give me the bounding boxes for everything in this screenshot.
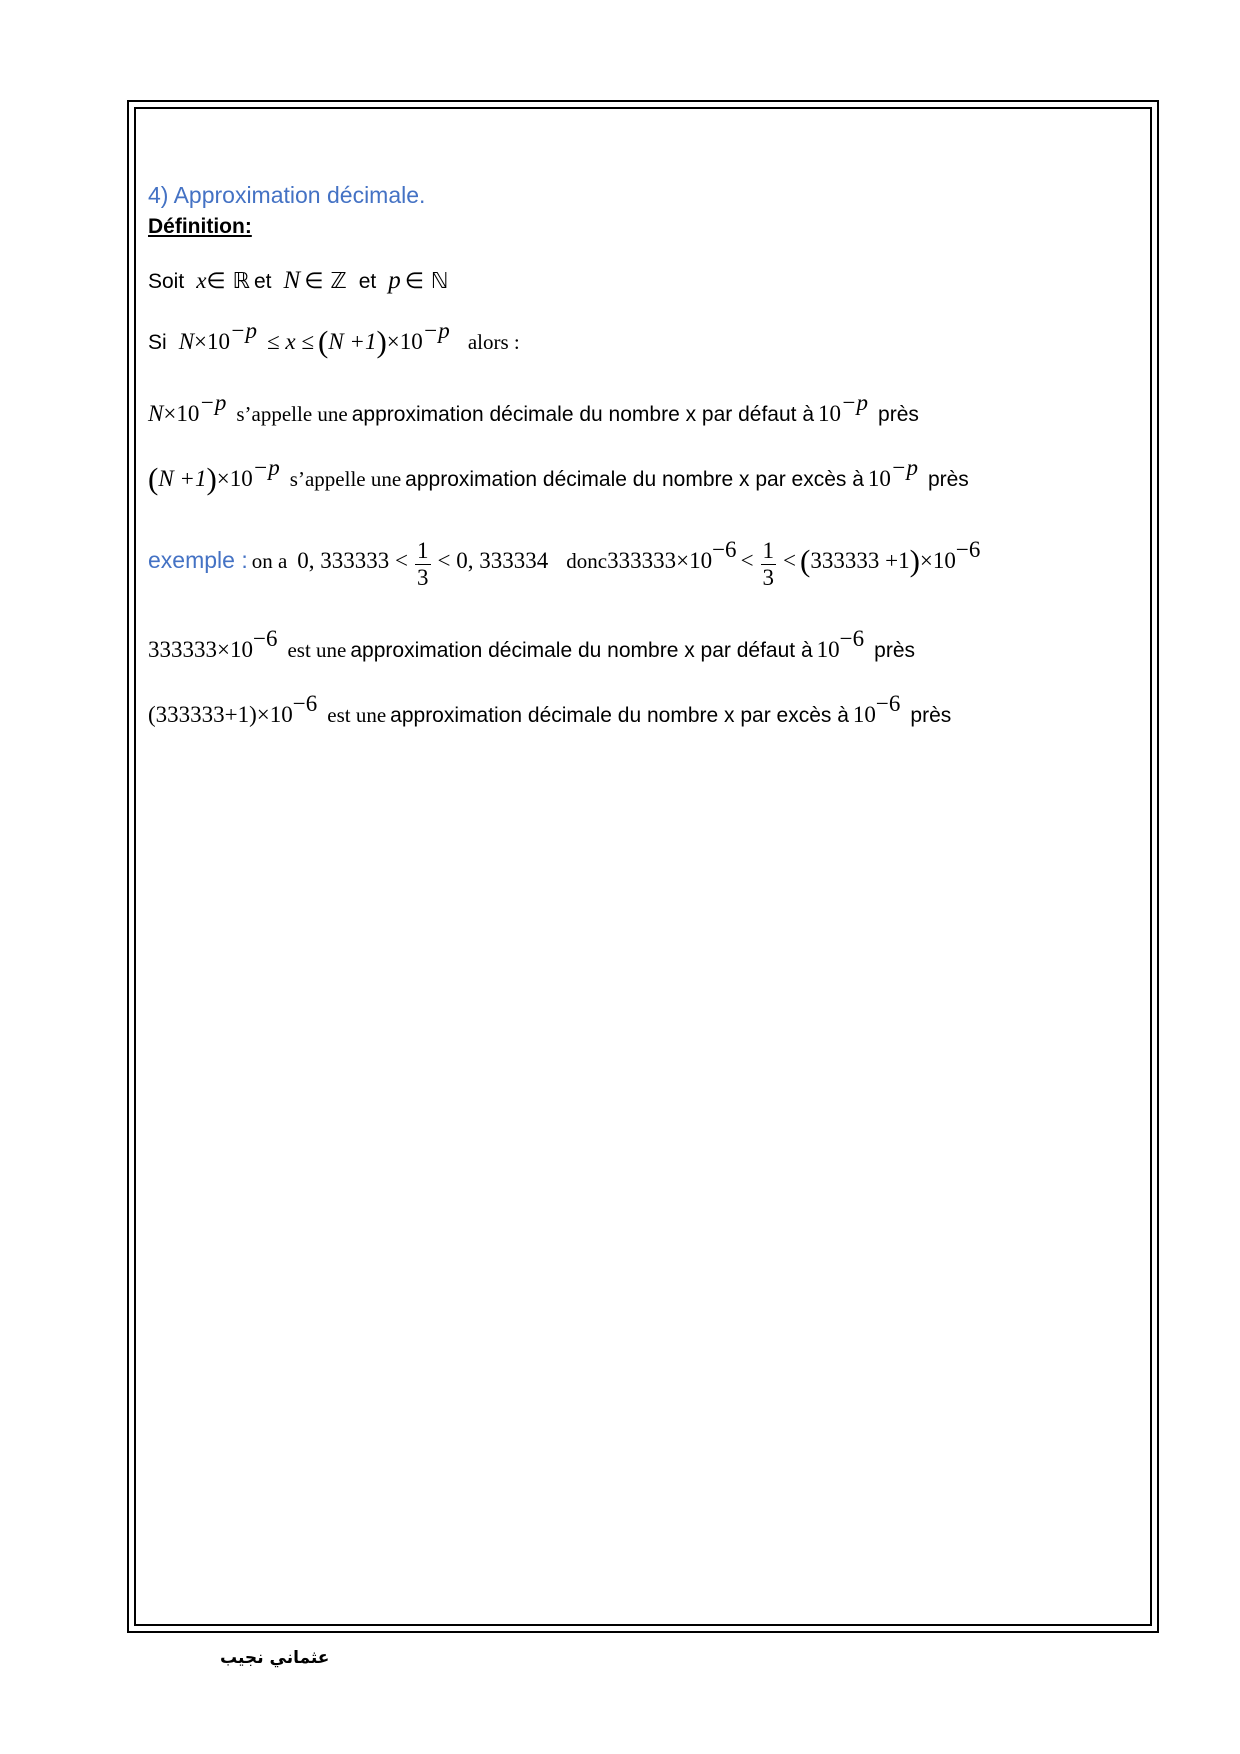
math-times-ten: ×10 bbox=[163, 401, 200, 426]
math-right-bound: < 0, 333334 bbox=[437, 548, 549, 574]
math-lower-approx: 333333×10 bbox=[607, 548, 713, 574]
fraction-denominator: 3 bbox=[762, 565, 775, 590]
paren-open: ( bbox=[148, 461, 159, 496]
exponent: −6 bbox=[875, 691, 901, 716]
est-une-text: est une bbox=[287, 638, 347, 662]
et-word: et bbox=[254, 270, 272, 293]
paren-close: ) bbox=[206, 461, 217, 496]
math-n-plus-one: N +1 bbox=[328, 329, 377, 354]
fraction-one-third-2 bbox=[761, 538, 777, 591]
line-soit bbox=[148, 267, 449, 295]
exponent: −6 bbox=[292, 691, 318, 716]
exponent: −p bbox=[890, 455, 918, 480]
exponent: −p bbox=[841, 390, 869, 415]
math-times-ten: ×10 bbox=[919, 548, 956, 574]
author-name: عثماني نجيب bbox=[220, 1648, 330, 1668]
example-line bbox=[148, 538, 980, 591]
in-naturals: ∈ ℕ bbox=[404, 269, 449, 294]
et-word-2: et bbox=[358, 270, 377, 293]
est-une-text: est une bbox=[327, 703, 387, 727]
exponent: −p bbox=[252, 455, 280, 480]
math-lt: < bbox=[740, 548, 754, 574]
paren-open: ( bbox=[800, 543, 811, 579]
example-excess-text: approximation décimale du nombre x par excès à bbox=[390, 704, 849, 727]
math-ten: 10 bbox=[818, 401, 842, 426]
exponent: −p bbox=[230, 318, 258, 343]
math-value: (333333+1)×10 bbox=[148, 702, 293, 727]
exponent: −6 bbox=[252, 626, 278, 651]
pres-word: près bbox=[878, 403, 919, 426]
math-p: p bbox=[388, 267, 401, 294]
paren-close: ) bbox=[376, 324, 387, 359]
default-approx-text: approximation décimale du nombre x par défaut à bbox=[351, 403, 815, 426]
math-inequality: ≤ x ≤ bbox=[267, 329, 315, 354]
math-upper-inner: 333333 +1 bbox=[810, 548, 910, 574]
example-default-text: approximation décimale du nombre x par défaut à bbox=[350, 639, 813, 662]
si-word: Si bbox=[148, 331, 167, 354]
definition-label: Définition: bbox=[148, 215, 252, 238]
math-times-ten: ×10 bbox=[386, 329, 423, 354]
math-value: 333333×10 bbox=[148, 637, 253, 662]
sappelle-text: s’appelle une bbox=[236, 402, 348, 426]
in-integers: ∈ ℤ bbox=[304, 269, 347, 294]
math-lt-2: < bbox=[783, 548, 797, 574]
soit-word: Soit bbox=[148, 270, 185, 293]
line-example-default bbox=[148, 626, 915, 663]
exponent: −p bbox=[199, 390, 227, 415]
in-reals: ∈ ℝ bbox=[206, 269, 250, 294]
math-ten: 10 bbox=[816, 637, 840, 662]
exponent: −6 bbox=[712, 537, 737, 563]
pres-word: près bbox=[910, 704, 952, 727]
math-N: N bbox=[148, 401, 164, 426]
paren-open: ( bbox=[318, 324, 329, 359]
on-a-text: on a bbox=[251, 549, 288, 574]
donc-word: donc bbox=[566, 549, 608, 574]
math-ten: 10 bbox=[852, 702, 876, 727]
line-default-approx bbox=[148, 390, 919, 427]
alors-word: alors : bbox=[467, 330, 520, 354]
exponent: −p bbox=[422, 318, 450, 343]
pres-word: près bbox=[927, 468, 969, 491]
fraction-numerator: 1 bbox=[762, 538, 775, 563]
math-n-plus-one: N +1 bbox=[158, 466, 207, 491]
example-label: exemple : bbox=[148, 547, 248, 574]
math-ten: 10 bbox=[867, 466, 891, 491]
exponent: −6 bbox=[839, 626, 865, 651]
excess-approx-text: approximation décimale du nombre x par excès à bbox=[405, 468, 864, 491]
math-x: x bbox=[196, 268, 207, 293]
section-heading: 4) Approximation décimale. bbox=[148, 182, 426, 208]
sappelle-text: s’appelle une bbox=[289, 467, 402, 491]
fraction-numerator: 1 bbox=[417, 538, 429, 563]
math-N: N bbox=[283, 267, 301, 294]
fraction-denominator: 3 bbox=[417, 565, 429, 590]
fraction-one-third bbox=[415, 538, 431, 591]
line-si bbox=[148, 318, 520, 359]
math-times-ten: ×10 bbox=[216, 466, 253, 491]
line-excess-approx bbox=[148, 455, 969, 496]
exponent: −6 bbox=[955, 537, 981, 563]
math-N: N bbox=[178, 329, 195, 354]
pres-word: près bbox=[874, 639, 915, 662]
math-times-ten: ×10 bbox=[194, 329, 231, 354]
line-example-excess bbox=[148, 691, 952, 728]
paren-close: ) bbox=[909, 543, 920, 579]
math-left-bound: 0, 333333 < bbox=[297, 548, 409, 574]
